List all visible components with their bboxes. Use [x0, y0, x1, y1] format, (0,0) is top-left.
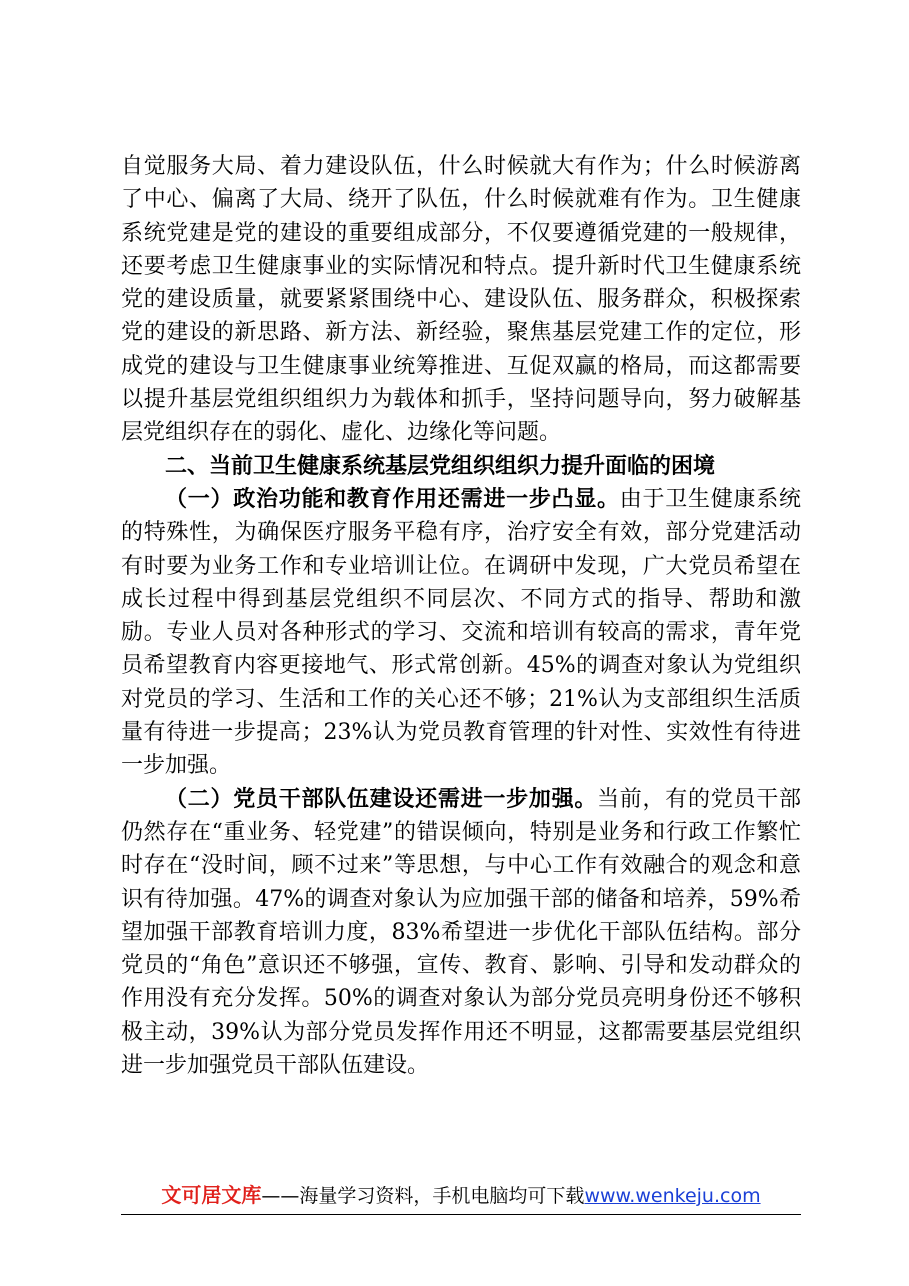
paragraph-lead: （一）政治功能和教育作用还需进一步凸显。	[165, 485, 620, 512]
page-footer	[121, 1180, 801, 1215]
paragraph-body: 当前，有的党员干部仍然存在“重业务、轻党建”的错误倾向，特别是业务和行政工作繁忙时存在“没时间，顾不过来”等思想，与中心工作有效融合的观念和意识有待加强。47%的调查对象认为应加强干部的储备和培养，59%希望加强干部教育培训力度，83%希望进一步优化干部队伍结构。部分党员的“角色”意识还不够强，宣传、教育、影响、引导和发动群众的作用没有充分发挥。50%的调查对象认为部分党员亮明身份还不够积极主动，39%认为部分党员发挥作用还不明显，这都需要基层党组织进一步加强党员干部队伍建设。	[121, 786, 801, 1079]
paragraph-lead: （二）党员干部队伍建设还需进一步加强。	[165, 785, 598, 812]
intro-paragraph: 自觉服务大局、着力建设队伍，什么时候就大有作为；什么时候游离了中心、偏离了大局、绕开了队伍，什么时候就难有作为。卫生健康系统党建是党的建设的重要组成部分，不仅要遵循党建的一般规律，还要考虑卫生健康事业的实际情况和特点。提升新时代卫生健康系统党的建设质量，就要紧紧围绕中心、建设队伍、服务群众，积极探索党的建设的新思路、新方法、新经验，聚焦基层党建工作的定位，形成党的建设与卫生健康事业统筹推进、互促双赢的格局，而这都需要以提升基层党组织组织力为载体和抓手，坚持问题导向，努力破解基层党组织存在的弱化、虚化、边缘化等问题。	[121, 154, 801, 446]
section-heading: 二、当前卫生健康系统基层党组织组织力提升面临的困境	[165, 453, 716, 479]
footer-tagline: ——海量学习资料，手机电脑均可下载	[261, 1185, 585, 1207]
footer-link[interactable]: www.wenkeju.com	[584, 1185, 761, 1207]
footer-brand: 文可居文库	[161, 1183, 262, 1207]
document-body	[121, 150, 801, 1082]
paragraph-cadre-team	[121, 783, 801, 1083]
paragraph-body: 由于卫生健康系统的特殊性，为确保医疗服务平稳有序，治疗安全有效，部分党建活动有时要为业务工作和专业培训让位。在调研中发现，广大党员希望在成长过程中得到基层党组织不同层次、不同方式的指导、帮助和激励。专业人员对各种形式的学习、交流和培训有较高的需求，青年党员希望教育内容更接地气、形式常创新。45%的调查对象认为党组织对党员的学习、生活和工作的关心还不够；21%认为支部组织生活质量有待进一步提高；23%认为党员教育管理的针对性、实效性有待进一步加强。	[121, 486, 801, 779]
paragraph-political-function	[121, 483, 801, 783]
